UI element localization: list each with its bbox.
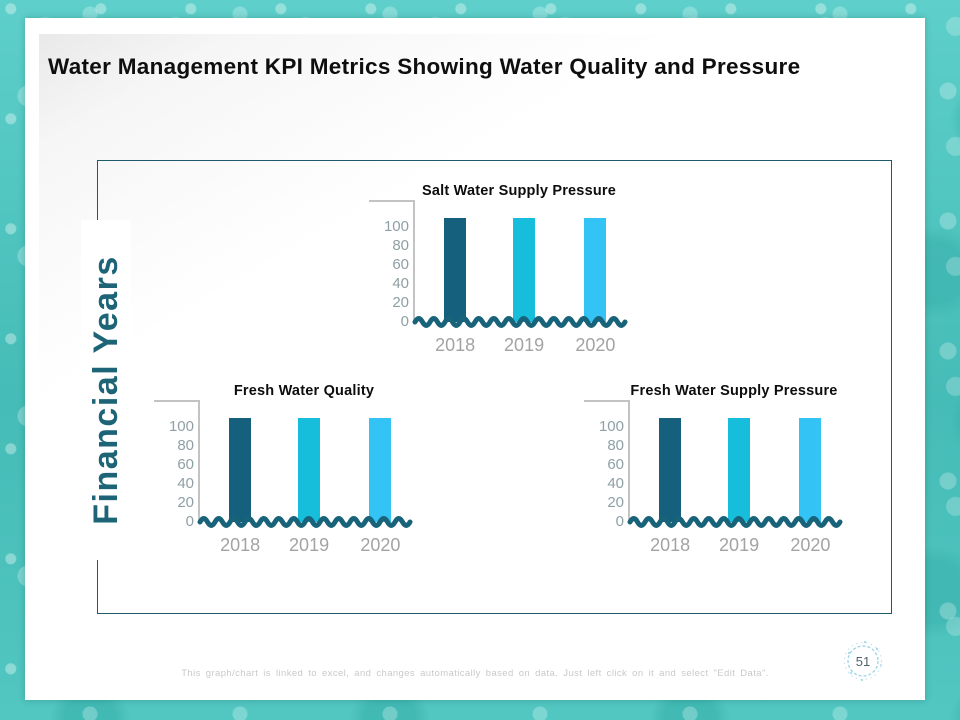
chart-title: Fresh Water Quality bbox=[233, 383, 375, 399]
bar-2018 bbox=[229, 418, 251, 523]
y-tick-label: 80 bbox=[177, 437, 194, 454]
page-number-bubble bbox=[841, 639, 885, 683]
chart-title: Salt Water Supply Pressure bbox=[421, 183, 617, 199]
bar-2019 bbox=[298, 418, 320, 523]
bar-2018 bbox=[444, 218, 466, 323]
y-tick-label: 0 bbox=[615, 513, 624, 530]
x-tick-label: 2020 bbox=[360, 535, 401, 555]
y-tick-label: 20 bbox=[607, 494, 624, 511]
y-tick-label: 0 bbox=[185, 513, 194, 530]
bar-2020 bbox=[369, 418, 391, 523]
x-tick-label: 2020 bbox=[575, 335, 616, 355]
y-tick-label: 60 bbox=[607, 456, 624, 473]
y-tick-label: 80 bbox=[607, 437, 624, 454]
water-wave-baseline bbox=[200, 515, 416, 529]
bar-2020 bbox=[799, 418, 821, 523]
plot-area bbox=[630, 383, 846, 561]
y-tick-label: 20 bbox=[392, 294, 409, 311]
bar-2019 bbox=[513, 218, 535, 323]
y-tick-label: 40 bbox=[392, 275, 409, 292]
x-tick-label: 2018 bbox=[220, 535, 261, 555]
bar-2019 bbox=[728, 418, 750, 523]
page-number: 51 bbox=[855, 653, 871, 669]
y-tick-label: 100 bbox=[383, 218, 409, 235]
y-tick-label: 20 bbox=[177, 494, 194, 511]
bar-2020 bbox=[584, 218, 606, 323]
y-tick-label: 80 bbox=[392, 237, 409, 254]
x-tick-label: 2019 bbox=[719, 535, 760, 555]
y-axis-line bbox=[198, 400, 200, 523]
y-axis-cap-line bbox=[154, 400, 198, 402]
slide bbox=[25, 18, 925, 700]
financial-years-axis-label: Financial Years bbox=[81, 220, 131, 560]
plot-area bbox=[415, 183, 631, 361]
y-tick-label: 40 bbox=[177, 475, 194, 492]
y-tick-label: 100 bbox=[168, 418, 194, 435]
x-tick-label: 2020 bbox=[790, 535, 831, 555]
water-wave-baseline bbox=[630, 515, 846, 529]
plot-area bbox=[200, 383, 416, 561]
y-axis-line bbox=[413, 200, 415, 323]
y-tick-label: 60 bbox=[177, 456, 194, 473]
y-axis-cap-line bbox=[369, 200, 413, 202]
chart-salt-water-supply-pressure[interactable] bbox=[377, 183, 631, 361]
chart-fresh-water-quality[interactable] bbox=[162, 383, 416, 561]
x-tick-label: 2019 bbox=[504, 335, 545, 355]
bar-2018 bbox=[659, 418, 681, 523]
y-axis-cap-line bbox=[584, 400, 628, 402]
y-tick-label: 60 bbox=[392, 256, 409, 273]
x-tick-label: 2019 bbox=[289, 535, 330, 555]
water-wave-baseline bbox=[415, 315, 631, 329]
y-tick-label: 100 bbox=[598, 418, 624, 435]
x-tick-label: 2018 bbox=[650, 535, 691, 555]
page-title: Water Management KPI Metrics Showing Water Quality and Pressure bbox=[48, 54, 801, 79]
x-tick-label: 2018 bbox=[435, 335, 476, 355]
chart-title: Fresh Water Supply Pressure bbox=[630, 383, 838, 399]
y-tick-label: 0 bbox=[400, 313, 409, 330]
chart-fresh-water-supply-pressure[interactable] bbox=[592, 383, 846, 561]
y-tick-label: 40 bbox=[607, 475, 624, 492]
footer-note: This graph/chart is linked to excel, and changes automatically based on data. Just left click on it and select "Edit Data". bbox=[181, 668, 769, 679]
y-axis-line bbox=[628, 400, 630, 523]
